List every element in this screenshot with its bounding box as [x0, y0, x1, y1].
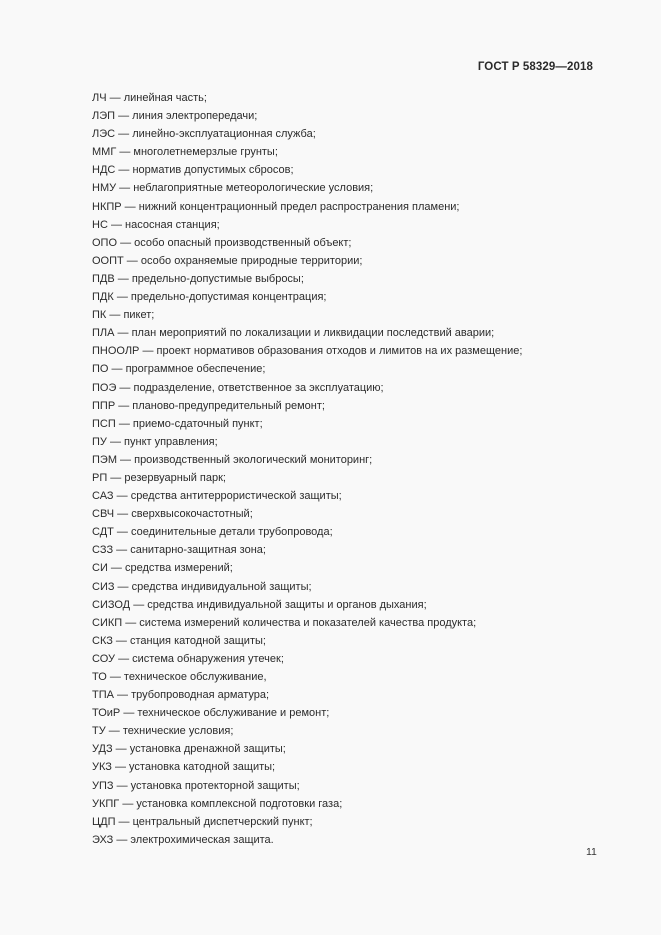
abbreviation-term: ППР	[92, 399, 116, 412]
abbreviation-entry	[92, 581, 522, 599]
em-dash-separator: —	[106, 671, 124, 683]
abbreviation-entry	[92, 834, 522, 852]
abbreviation-term: СДТ	[92, 526, 114, 539]
abbreviation-term: ЦДП	[92, 815, 116, 828]
abbreviation-term: ТПА	[92, 689, 114, 702]
abbreviation-term: СИ	[92, 562, 108, 575]
abbreviation-term: НКПР	[92, 200, 122, 213]
abbreviation-entry	[92, 418, 522, 436]
abbreviation-entry	[92, 219, 522, 237]
em-dash-separator: —	[113, 490, 131, 503]
abbreviation-term: ОПО	[92, 236, 118, 249]
em-dash-separator: —	[111, 761, 130, 774]
abbreviation-term: ЛЧ	[92, 92, 107, 104]
abbreviation-term: ММГ	[92, 146, 117, 159]
abbreviation-definition: пикет;	[123, 309, 155, 322]
abbreviation-term: ПОЭ	[92, 381, 117, 394]
abbreviation-term: УДЗ	[92, 743, 113, 756]
em-dash-separator: —	[113, 526, 131, 539]
em-dash-separator: —	[115, 128, 133, 141]
em-dash-separator: —	[115, 652, 133, 665]
abbreviation-definition: особо охраняемые природные территории;	[140, 254, 363, 267]
abbreviation-entry	[92, 345, 522, 363]
abbreviation-definition: программное обеспечение;	[125, 363, 266, 376]
abbreviation-definition: резервуарный парк;	[124, 471, 226, 484]
abbreviation-definition: особо опасный производственный объект;	[134, 236, 352, 249]
abbreviation-entry	[92, 707, 522, 725]
em-dash-separator: —	[115, 815, 133, 828]
abbreviation-entry	[92, 201, 522, 219]
abbreviation-entry	[92, 291, 522, 309]
abbreviation-entry	[92, 653, 522, 671]
abbreviation-entry	[92, 780, 522, 798]
abbreviation-definition: насосная станция;	[125, 218, 220, 231]
abbreviation-definition: технические условия;	[122, 725, 234, 738]
em-dash-separator: —	[121, 200, 139, 213]
em-dash-separator: —	[113, 291, 131, 304]
abbreviation-entry	[92, 454, 522, 472]
abbreviation-term: СИЗ	[92, 580, 115, 593]
em-dash-separator: —	[116, 182, 134, 195]
abbreviation-definition: пункт управления;	[124, 435, 218, 448]
abbreviation-term: НДС	[92, 164, 116, 177]
em-dash-separator: —	[113, 779, 131, 792]
em-dash-separator: —	[107, 562, 125, 575]
abbreviation-definition: нижний концентрационный предел распространения пламени;	[138, 200, 460, 213]
em-dash-separator: —	[115, 417, 133, 430]
abbreviation-entry	[92, 164, 522, 182]
em-dash-separator: —	[106, 92, 124, 104]
em-dash-separator: —	[113, 833, 131, 846]
abbreviation-entry	[92, 798, 522, 816]
abbreviation-term: ПНООЛР	[92, 345, 140, 358]
abbreviation-entry	[92, 309, 522, 327]
abbreviation-definition: подразделение, ответственное за эксплуатацию;	[133, 381, 384, 394]
abbreviation-definition: неблагоприятные метеорологические условия;	[133, 182, 374, 195]
abbreviation-term: СВЧ	[92, 508, 115, 521]
abbreviation-term: ПК	[92, 309, 107, 322]
abbreviation-entry	[92, 363, 522, 381]
abbreviation-definition: план мероприятий по локализации и ликвидации последствий аварии;	[131, 327, 495, 340]
abbreviation-definition: производственный экологический мониторинг;	[134, 453, 373, 466]
em-dash-separator: —	[106, 435, 125, 448]
em-dash-separator: —	[116, 381, 134, 394]
abbreviation-definition: норматив допустимых сбросов;	[132, 164, 294, 177]
em-dash-separator: —	[105, 725, 123, 738]
abbreviation-entry	[92, 182, 522, 200]
abbreviation-entry	[92, 816, 522, 834]
abbreviation-term: ТО	[92, 671, 107, 683]
em-dash-separator: —	[130, 598, 148, 611]
em-dash-separator: —	[114, 272, 132, 285]
abbreviation-entry	[92, 146, 522, 164]
em-dash-separator: —	[112, 634, 130, 647]
document-header-standard-number: ГОСТ Р 58329—2018	[477, 61, 593, 73]
abbreviation-entry	[92, 400, 522, 418]
abbreviation-entry	[92, 617, 522, 635]
abbreviation-entry	[92, 635, 522, 653]
abbreviation-term: ПО	[92, 363, 109, 376]
abbreviation-definition: станция катодной защиты;	[130, 634, 266, 647]
em-dash-separator: —	[114, 580, 132, 593]
em-dash-separator: —	[139, 345, 157, 358]
abbreviation-term: СОУ	[92, 652, 116, 665]
abbreviation-term: РП	[92, 471, 108, 484]
abbreviations-list	[92, 92, 522, 852]
abbreviation-term: ТОиР	[92, 707, 121, 720]
abbreviation-term: ООПТ	[92, 254, 124, 267]
abbreviation-term: ПДВ	[92, 272, 115, 285]
em-dash-separator: —	[113, 544, 131, 557]
em-dash-separator: —	[107, 218, 126, 231]
em-dash-separator: —	[115, 399, 133, 412]
abbreviation-definition: линейная часть;	[123, 92, 207, 104]
abbreviation-term: ПЭМ	[92, 453, 117, 466]
abbreviation-definition: средства индивидуальной защиты и органов дыхания;	[147, 598, 427, 611]
em-dash-separator: —	[116, 453, 135, 466]
abbreviation-term: ПДК	[92, 291, 114, 304]
em-dash-separator: —	[108, 363, 126, 376]
em-dash-separator: —	[122, 616, 140, 629]
abbreviation-entry	[92, 490, 522, 508]
abbreviation-term: ТУ	[92, 725, 106, 738]
abbreviation-definition: предельно-допустимая концентрация;	[130, 291, 327, 304]
abbreviation-term: УКЗ	[92, 761, 112, 774]
abbreviation-entry	[92, 92, 522, 110]
abbreviation-entry	[92, 526, 522, 544]
abbreviation-definition: соединительные детали трубопровода;	[131, 526, 333, 539]
abbreviation-term: ЛЭС	[92, 128, 116, 141]
abbreviation-term: СИКП	[92, 616, 123, 629]
em-dash-separator: —	[114, 327, 132, 340]
abbreviation-definition: санитарно-защитная зона;	[130, 544, 266, 557]
abbreviation-definition: сверхвысокочастотный;	[131, 508, 253, 521]
em-dash-separator: —	[120, 707, 138, 720]
abbreviation-entry	[92, 382, 522, 400]
abbreviation-definition: центральный диспетчерский пункт;	[132, 815, 313, 828]
abbreviation-definition: приемо-сдаточный пункт;	[132, 417, 263, 430]
abbreviation-definition: планово-предупредительный ремонт;	[132, 399, 325, 412]
abbreviation-definition: система обнаружения утечек;	[132, 652, 284, 665]
abbreviation-term: ЭХЗ	[92, 833, 114, 846]
abbreviation-definition: линия электропередачи;	[132, 110, 258, 123]
abbreviation-definition: средства индивидуальной защиты;	[131, 580, 312, 593]
abbreviation-term: СИЗОД	[92, 598, 131, 611]
em-dash-separator: —	[115, 110, 133, 123]
em-dash-separator: —	[112, 743, 130, 756]
abbreviation-definition: установка комплексной подготовки газа;	[136, 797, 343, 810]
abbreviation-definition: трубопроводная арматура;	[131, 689, 270, 702]
em-dash-separator: —	[106, 309, 124, 322]
em-dash-separator: —	[113, 689, 132, 702]
abbreviation-term: ПУ	[92, 435, 107, 448]
abbreviation-definition: многолетнемерзлые грунты;	[133, 146, 278, 159]
abbreviation-term: ПСП	[92, 417, 116, 430]
abbreviation-entry	[92, 110, 522, 128]
abbreviation-term: СЗЗ	[92, 544, 114, 557]
abbreviation-definition: установка дренажной защиты;	[129, 743, 286, 756]
abbreviation-definition: предельно-допустимые выбросы;	[131, 272, 304, 285]
abbreviation-definition: установка протекторной защиты;	[130, 779, 300, 792]
abbreviation-definition: электрохимическая защита.	[130, 833, 274, 846]
abbreviation-entry	[92, 255, 522, 273]
abbreviation-term: УПЗ	[92, 779, 114, 792]
abbreviation-entry	[92, 761, 522, 779]
abbreviation-entry	[92, 743, 522, 761]
abbreviation-entry	[92, 327, 522, 345]
abbreviation-entry	[92, 562, 522, 580]
abbreviation-term: СКЗ	[92, 634, 113, 647]
abbreviation-entry	[92, 273, 522, 291]
page-number: 11	[586, 846, 597, 858]
abbreviation-term: НС	[92, 218, 108, 231]
abbreviation-definition: техническое обслуживание и ремонт;	[137, 707, 330, 720]
abbreviation-definition: средства измерений;	[124, 562, 233, 575]
abbreviation-entry	[92, 508, 522, 526]
em-dash-separator: —	[123, 254, 141, 267]
abbreviation-term: ПЛА	[92, 327, 115, 340]
em-dash-separator: —	[119, 797, 137, 810]
abbreviation-definition: установка катодной защиты;	[129, 761, 276, 774]
abbreviation-definition: средства антитеррористической защиты;	[130, 490, 342, 503]
abbreviation-definition: линейно-эксплуатационная служба;	[132, 128, 316, 141]
abbreviation-definition: проект нормативов образования отходов и лимитов на их размещение;	[156, 345, 523, 358]
abbreviation-entry	[92, 599, 522, 617]
em-dash-separator: —	[115, 164, 133, 177]
abbreviation-entry	[92, 544, 522, 562]
em-dash-separator: —	[116, 146, 134, 159]
em-dash-separator: —	[107, 471, 125, 484]
abbreviation-entry	[92, 472, 522, 490]
abbreviation-entry	[92, 237, 522, 255]
abbreviation-term: САЗ	[92, 490, 114, 503]
abbreviation-term: ЛЭП	[92, 110, 116, 123]
abbreviation-entry	[92, 436, 522, 454]
abbreviation-definition: система измерений количества и показателей качества продукта;	[139, 616, 477, 629]
abbreviation-term: УКПГ	[92, 797, 120, 810]
abbreviation-entry	[92, 671, 522, 689]
abbreviation-definition: техническое обслуживание,	[123, 671, 267, 683]
abbreviation-entry	[92, 725, 522, 743]
em-dash-separator: —	[114, 508, 132, 521]
abbreviation-entry	[92, 128, 522, 146]
abbreviation-term: НМУ	[92, 182, 117, 195]
em-dash-separator: —	[117, 236, 135, 249]
abbreviation-entry	[92, 689, 522, 707]
